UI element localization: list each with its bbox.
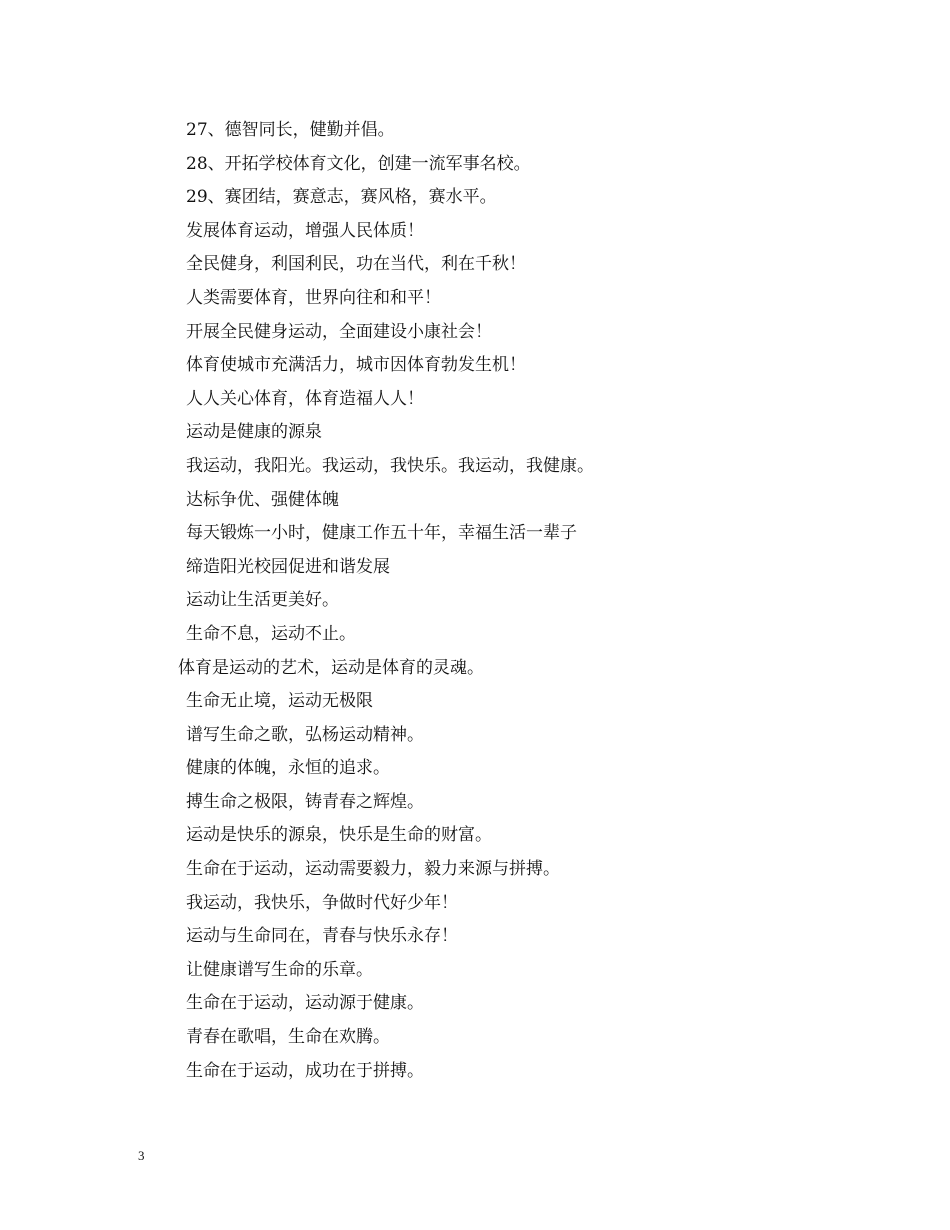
- slogan-line: 29、赛团结，赛意志，赛风格，赛水平。: [186, 187, 497, 208]
- slogan-line: 体育是运动的艺术，运动是体育的灵魂。: [178, 657, 484, 678]
- slogan-line: 运动是快乐的源泉，快乐是生命的财富。: [186, 825, 492, 846]
- slogan-line: 运动是健康的源泉: [186, 422, 322, 443]
- slogan-line: 28、开拓学校体育文化，创建一流军事名校。: [186, 153, 531, 174]
- slogan-line: 我运动，我快乐，争做时代好少年！: [186, 892, 458, 913]
- slogan-line: 每天锻炼一小时，健康工作五十年，幸福生活一辈子: [186, 523, 577, 544]
- slogan-line: 健康的体魄，永恒的追求。: [186, 758, 390, 779]
- slogan-line: 缔造阳光校园促进和谐发展: [186, 556, 390, 577]
- slogan-line: 让健康谱写生命的乐章。: [186, 959, 373, 980]
- slogan-line: 全民健身，利国利民，功在当代，利在千秋！: [186, 254, 526, 275]
- slogan-line: 生命在于运动，成功在于拼搏。: [186, 1060, 424, 1081]
- slogan-line: 谱写生命之歌，弘杨运动精神。: [186, 724, 424, 745]
- slogan-line: 运动与生命同在，青春与快乐永存！: [186, 926, 458, 947]
- slogan-line: 27、德智同长，健勤并倡。: [186, 120, 395, 140]
- slogan-line: 运动让生活更美好。: [186, 590, 339, 611]
- slogan-line: 发展体育运动，增强人民体质！: [186, 220, 424, 241]
- slogan-line: 搏生命之极限，铸青春之辉煌。: [186, 791, 424, 812]
- slogan-line: 达标争优、强健体魄: [186, 489, 339, 510]
- slogan-line: 青春在歌唱，生命在欢腾。: [186, 1027, 390, 1048]
- slogan-line: 我运动，我阳光。我运动，我快乐。我运动，我健康。: [186, 455, 594, 476]
- slogan-list: [178, 116, 594, 1090]
- slogan-line: 开展全民健身运动，全面建设小康社会！: [186, 321, 492, 342]
- slogan-line: 生命无止境，运动无极限: [186, 691, 373, 712]
- slogan-line: 生命在于运动，运动源于健康。: [186, 993, 424, 1014]
- slogan-line: 体育使城市充满活力，城市因体育勃发生机！: [186, 355, 526, 376]
- slogan-line: 人人关心体育，体育造福人人！: [186, 388, 424, 409]
- page-number: 3: [138, 1148, 145, 1163]
- slogan-line: 生命不息，运动不止。: [186, 623, 356, 644]
- slogan-line: 生命在于运动，运动需要毅力，毅力来源与拼搏。: [186, 859, 560, 880]
- slogan-line: 人类需要体育，世界向往和和平！: [186, 287, 441, 308]
